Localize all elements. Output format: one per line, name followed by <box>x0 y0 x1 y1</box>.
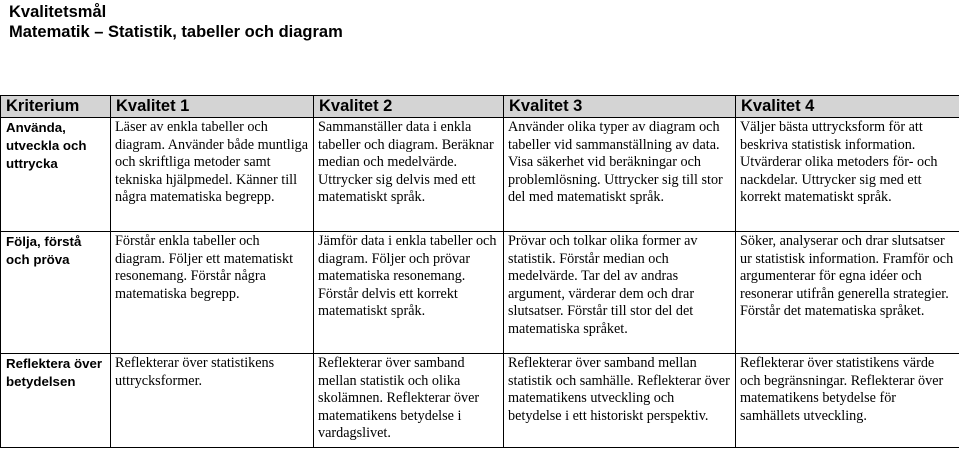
header-quality-2: Kvalitet 2 <box>314 96 504 118</box>
quality-cell: Reflekterar över samband mellan statistik och olika skolämnen. Reflekterar över matematikens betydelse i vardagslivet. <box>314 354 504 448</box>
header-row <box>1 96 959 118</box>
criterion-cell: Följa, förstå och pröva <box>1 232 111 354</box>
quality-cell: Prövar och tolkar olika former av statistik. Förstår median och medelvärde. Tar del av andras argument, värderar dem och drar slutsatser. Förstår till stor del det matematiska språket. <box>504 232 736 354</box>
quality-cell: Jämför data i enkla tabeller och diagram. Följer och prövar matematiska resonemang. Förstår delvis ett korrekt matematiskt språk. <box>314 232 504 354</box>
document-subtitle: Matematik – Statistik, tabeller och diagram <box>9 23 343 41</box>
criteria-table <box>0 95 959 448</box>
table-row <box>1 118 959 232</box>
header-criterion: Kriterium <box>1 96 111 118</box>
criterion-cell: Reflektera över betydelsen <box>1 354 111 448</box>
quality-cell: Läser av enkla tabeller och diagram. Använder både muntliga och skriftliga metoder samt tekniska hjälpmedel. Känner till några matematiska begrepp. <box>111 118 314 232</box>
table-row <box>1 354 959 448</box>
header-quality-4: Kvalitet 4 <box>736 96 959 118</box>
quality-cell: Reflekterar över statistikens värde och begränsningar. Reflekterar över matematikens betydelse för samhällets utveckling. <box>736 354 959 448</box>
document-title: Kvalitetsmål <box>9 3 107 21</box>
header-quality-1: Kvalitet 1 <box>111 96 314 118</box>
quality-cell: Använder olika typer av diagram och tabeller vid sammanställning av data. Visa säkerhet vid beräkningar och problemlösning. Uttrycker sig till stor del med matematiskt språk. <box>504 118 736 232</box>
quality-cell: Väljer bästa uttrycksform för att beskriva statistisk information. Utvärderar olika metoders för- och nackdelar. Uttrycker sig med ett korrekt matematiskt språk. <box>736 118 959 232</box>
quality-cell: Söker, analyserar och drar slutsatser ur statistisk information. Framför och argumenterar för egna idéer och resonerar utifrån generella strategier. Förstår det matematiska språket. <box>736 232 959 354</box>
table-row <box>1 232 959 354</box>
header-quality-3: Kvalitet 3 <box>504 96 736 118</box>
criterion-cell: Använda, utveckla och uttrycka <box>1 118 111 232</box>
quality-cell: Sammanställer data i enkla tabeller och diagram. Beräknar median och medelvärde. Uttrycker sig delvis med ett matematiskt språk. <box>314 118 504 232</box>
quality-cell: Reflekterar över samband mellan statistik och samhälle. Reflekterar över matematikens utveckling och betydelse i ett historiskt perspektiv. <box>504 354 736 448</box>
quality-cell: Förstår enkla tabeller och diagram. Följer ett matematiskt resonemang. Förstår några matematiska begrepp. <box>111 232 314 354</box>
quality-cell: Reflekterar över statistikens uttrycksformer. <box>111 354 314 448</box>
